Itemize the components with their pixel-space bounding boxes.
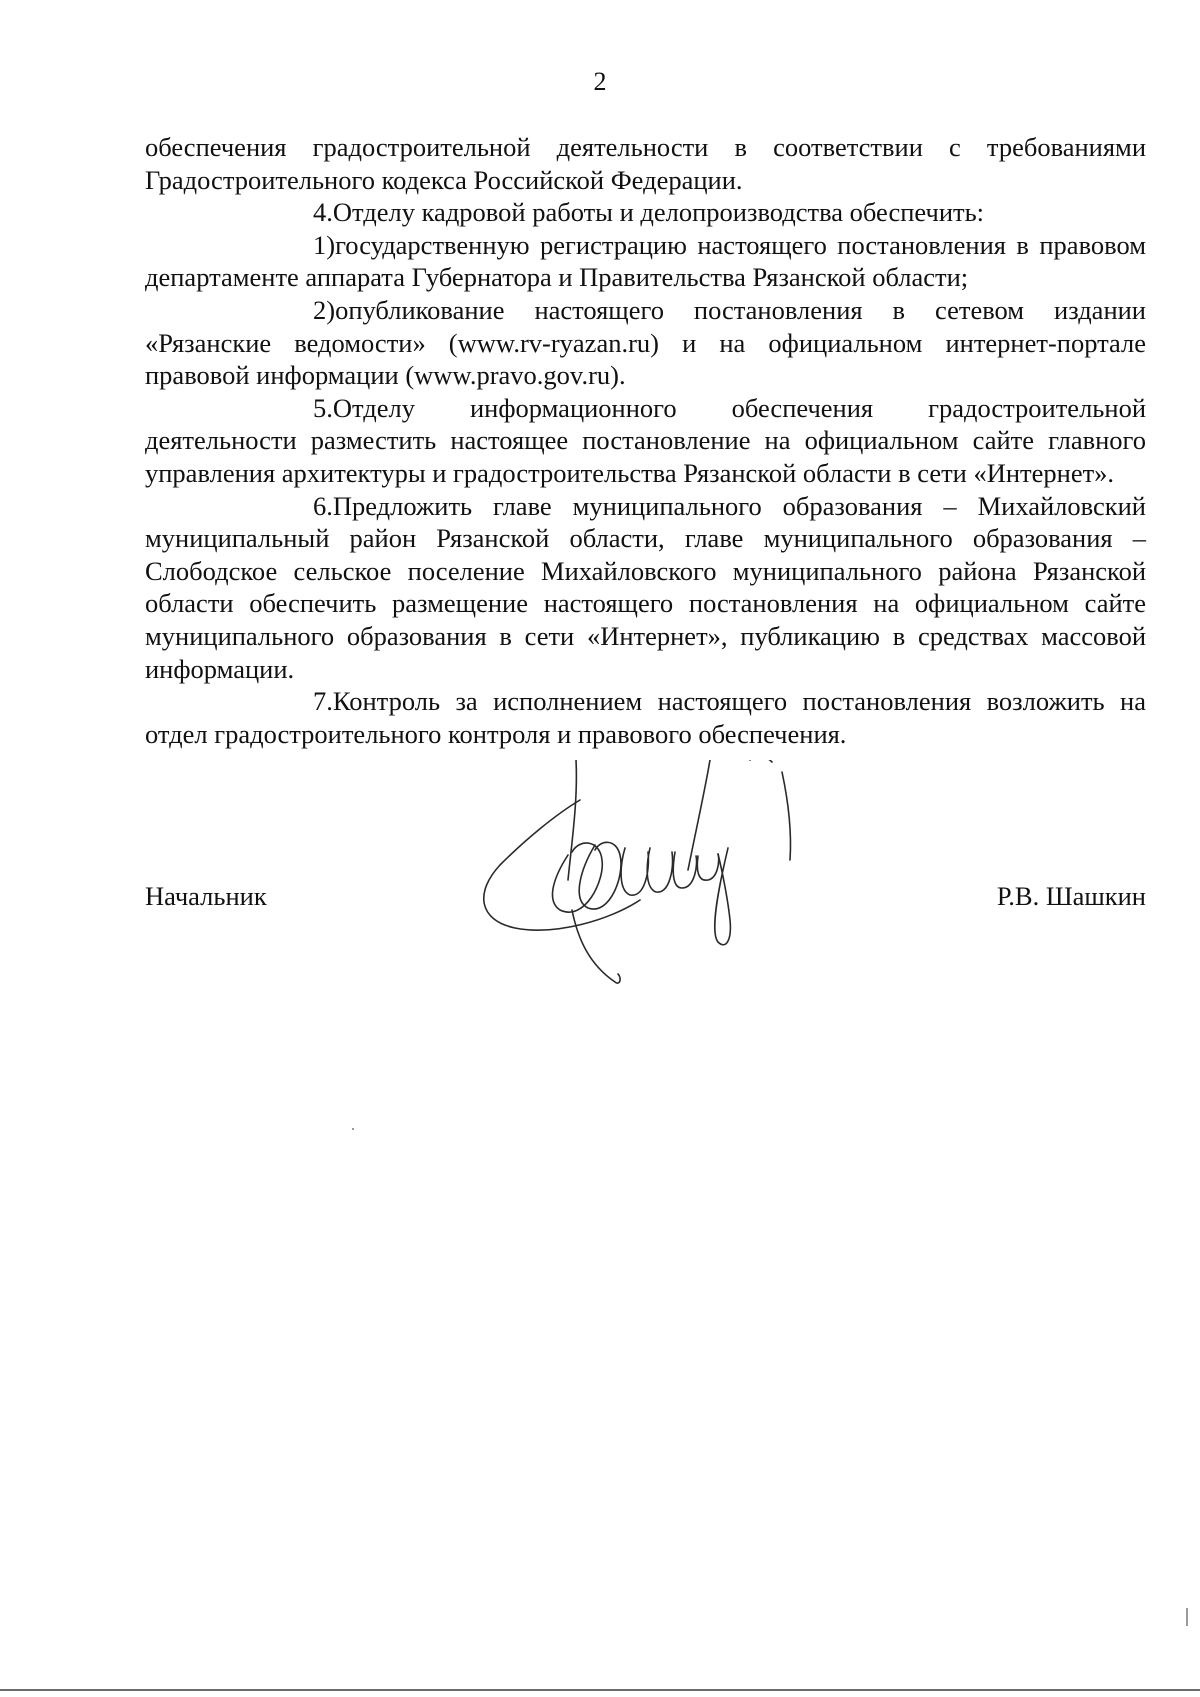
paragraph-text: опубликование настоящего постановления в сетевом издании «Рязанские ведомости» (www.rv-ryazan.ru) и на официальном интернет-портале правовой информации (www.pravo.gov.ru).	[145, 294, 1146, 391]
paragraph-item-4	[145, 196, 1146, 229]
signature-vertical-stroke	[782, 772, 791, 860]
signatory-position: Начальник	[145, 881, 267, 911]
paragraph-item-7	[145, 685, 1146, 750]
paragraph-number: 4.	[313, 197, 333, 228]
signature-letter-stroke	[673, 852, 696, 888]
paragraph-subitem-2	[145, 294, 1146, 392]
signature-letter-stroke	[621, 848, 648, 895]
handwritten-signature	[460, 760, 880, 1010]
paragraph-text: Отделу кадровой работы и делопроизводства обеспечить:	[332, 197, 985, 228]
paragraph-number: 1)	[313, 229, 336, 260]
signature-swirl-stroke	[552, 843, 602, 912]
document-body	[145, 131, 1146, 750]
paragraph-number: 5.	[313, 392, 333, 423]
scan-speck	[1186, 1608, 1188, 1626]
paragraph-number: 2)	[313, 294, 336, 325]
paragraph-text: Предложить главе муниципального образования – Михайловский муниципальный район Рязанской области, главе муниципального образования – Слободское сельское поселение Михайловского муниципального района Рязанской области обеспечить размещение настоящего постановления на официальном сайте муниципального образования в сети «Интернет», публикацию в средствах массовой информации.	[145, 490, 1146, 684]
paragraph-item-6	[145, 490, 1146, 686]
signature-vertical-stroke	[568, 760, 576, 880]
signature-letter-stroke	[697, 854, 718, 880]
signature-vertical-stroke	[688, 760, 710, 870]
signature-tail-stroke	[715, 848, 731, 945]
signature-letter-stroke	[647, 848, 672, 892]
paragraph-text: Отделу информационного обеспечения градостроительной деятельности разместить настоящее постановление на официальном сайте главного управления архитектуры и градостроительства Рязанской области в сети «Интернет».	[145, 392, 1146, 488]
signature-tick-stroke	[750, 760, 772, 762]
paragraph-text: обеспечения градостроительной деятельности в соответствии с требованиями Градостроительного кодекса Российской Федерации.	[145, 132, 1146, 195]
paragraph-item-5	[145, 392, 1146, 490]
signatory-name: Р.В. Шашкин	[996, 881, 1146, 911]
paragraph-subitem-1	[145, 229, 1146, 294]
page-number: 2	[593, 67, 607, 96]
paragraph-text: Контроль за исполнением настоящего постановления возложить на отдел градостроительного контроля и правового обеспечения.	[145, 686, 1146, 749]
paragraph-number: 6.	[313, 490, 333, 521]
paragraph-continuation	[145, 131, 1146, 196]
scan-bottom-edge	[0, 1689, 1200, 1691]
paragraph-text: государственную регистрацию настоящего постановления в правовом департаменте аппарата Губернатора и Правительства Рязанской области;	[145, 229, 1146, 293]
paragraph-number: 7.	[313, 686, 333, 717]
scan-speck	[352, 1128, 354, 1130]
